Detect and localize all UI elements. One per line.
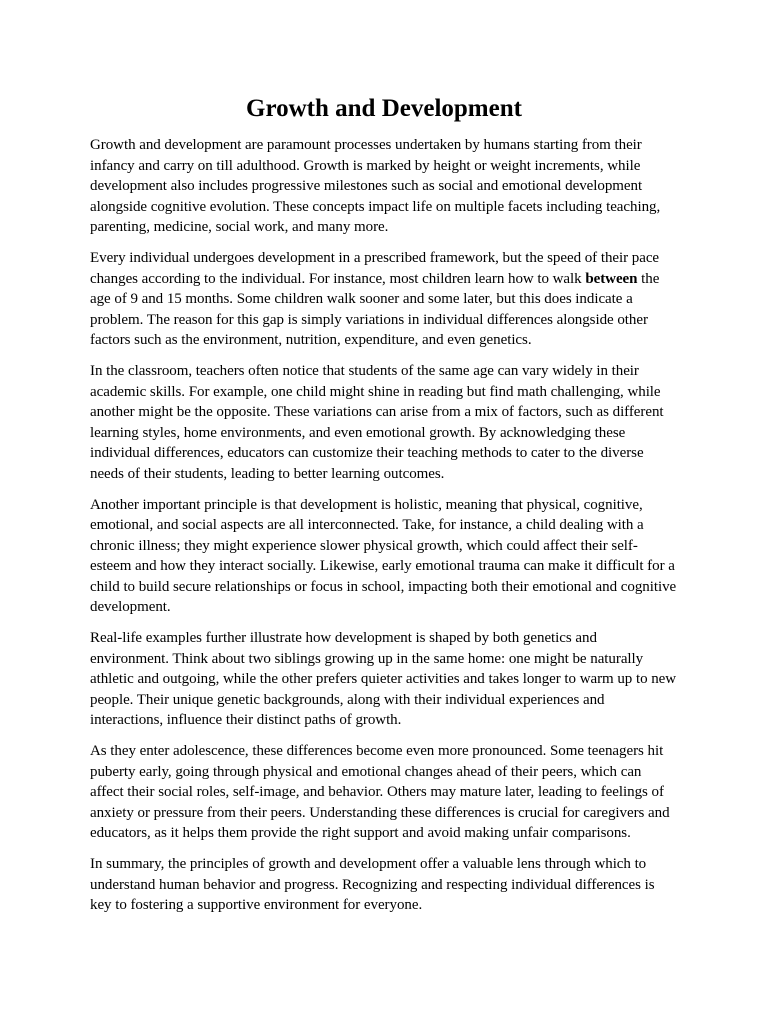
paragraph-real-life: Real-life examples further illustrate how development is shaped by both genetics and environment. Think about two siblings growing up in the same home: one might be naturally athletic and outgoing, while the other prefers quieter activities and takes longer to warm up to new people. Their unique genetic backgrounds, along with their individual experiences and interactions, influence their distinct paths of growth. [90,630,677,729]
document-title: Growth and Development [246,95,522,122]
paragraph-classroom: In the classroom, teachers often notice that students of the same age can vary widely in their academic skills. For example, one child might shine in reading but find math challenging, while another might be the opposite. These variations can arise from a mix of factors, such as different learning styles, home environments, and even emotional growth. By acknowledging these individual differences, educators can customize their teaching methods to cater to the diverse needs of their students, leading to better learning outcomes. [90,362,664,482]
paragraph-adolescence: As they enter adolescence, these differences become even more pronounced. Some teenagers hit puberty early, going through physical and emotional changes ahead of their peers, which can affect their social roles, self-image, and behavior. Others may mature later, leading to feelings of anxiety or pressure from their peers. Understanding these differences is crucial for caregivers and educators, as it helps them provide the right support and avoid making unfair comparisons. [90,743,670,842]
paragraph-individual-pace [90,248,678,351]
paragraph-intro: Growth and development are paramount processes undertaken by humans starting from their infancy and carry on till adulthood. Growth is marked by height or weight increments, while development also includes progressive milestones such as social and emotional development alongside cognitive evolution. These concepts impact life on multiple facets including teaching, parenting, medicine, social work, and many more. [90,137,661,236]
paragraph-summary: In summary, the principles of growth and development offer a valuable lens through which to understand human behavior and progress. Recognizing and respecting individual differences is key to fostering a supportive environment for everyone. [90,856,655,914]
paragraph-text: Every individual undergoes development in a prescribed framework, but the speed of their pace changes according to the individual. For instance, most children learn how to walk [90,249,660,287]
paragraph-text: the age of 9 and 15 months. Some children walk sooner and some later, but this does indicate a problem. The reason for this gap is simply variations in individual differences alongside other factors such as the environment, nutrition, expenditure, and even genetics. [90,270,660,349]
paragraph-holistic: Another important principle is that development is holistic, meaning that physical, cognitive, emotional, and social aspects are all interconnected. Take, for instance, a child dealing with a chronic illness; they might experience slower physical growth, which could affect their self-esteem and how they interact socially. Likewise, early emotional trauma can make it difficult for a child to build secure relationships or focus in school, impacting both their emotional and cognitive development. [90,496,677,616]
bold-emphasis: between [585,270,638,287]
